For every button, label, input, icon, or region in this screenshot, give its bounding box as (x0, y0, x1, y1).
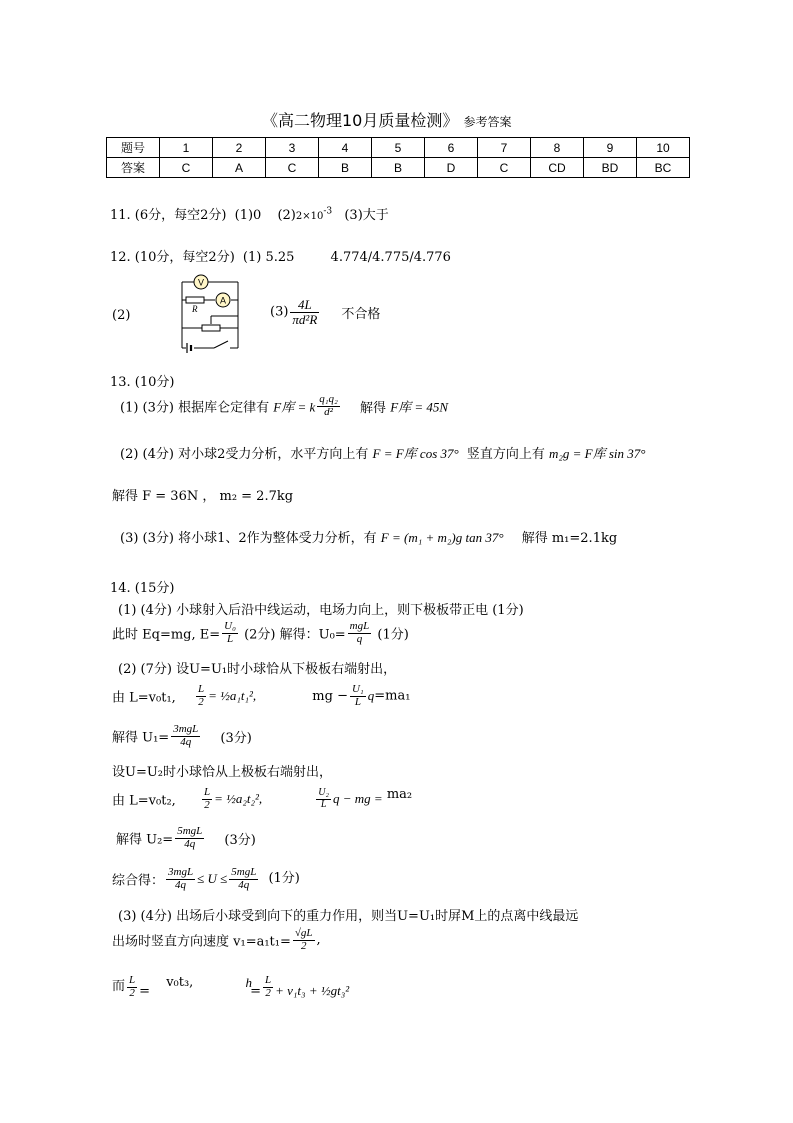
q14-line5-num: 3mgL (173, 723, 199, 735)
q14-line7-u-num: U₂ (318, 787, 329, 799)
title-main: 《高二物理10月质量检测》 (262, 111, 459, 130)
q14-line9-frac1 (166, 867, 195, 891)
q14-line5-frac (171, 724, 200, 748)
table-cell: C (160, 158, 213, 178)
q11-answer-2-exponent: -3 (323, 206, 333, 217)
table-cell: 2 (213, 138, 266, 158)
q14-line5-den: 4q (180, 735, 192, 748)
q14-line2-c: (1分) (377, 627, 409, 643)
q14-line8-num: 5mgL (177, 825, 203, 837)
q14-line9-frac2 (229, 867, 258, 891)
q14-line2-b: (2分) 解得：U₀= (244, 627, 346, 643)
table-cell: 9 (584, 138, 637, 158)
q13-part2-eq1: F = F库 cos 37° (372, 446, 459, 461)
ammeter-label: A (219, 295, 227, 306)
table-cell: 8 (531, 138, 584, 158)
table-cell: CD (531, 158, 584, 178)
q13-part3-lead: (3) (3分) 将小球1、2作为整体受力分析，有 (120, 531, 377, 546)
q14-line12-a: 而 (112, 979, 126, 994)
q13-part2-mid: 竖直方向上有 (466, 447, 545, 462)
q14-line8 (116, 826, 256, 850)
q13-part3-solve: 解得 (521, 531, 548, 546)
q14-line10: (3) (4分) 出场后小球受到向下的重力作用，则当U=U₁时屏M上的点离中线最远 (118, 909, 579, 924)
q14-line4-u-den: L (354, 695, 361, 708)
q14-line8-den: 4q (184, 837, 196, 850)
q14-line2-a: 此时 Eq=mg, E= (112, 627, 221, 643)
q14-line12 (112, 975, 349, 999)
q14-line9-b: (1分) (268, 871, 300, 886)
q14-line11-a: 出场时竖直方向速度 v₁=a₁t₁= (112, 934, 291, 950)
q14-line2-frac2-num: mgL (349, 620, 370, 632)
q14-line5-a: 解得 U₁= (112, 730, 170, 746)
q14-line9-den1: 4q (175, 878, 187, 891)
q14-line4-a: 由 L=v₀t₁, (112, 690, 176, 706)
q14-line4-minus: − (337, 688, 348, 704)
q14-line12-rhs: + v₁t₃ + ½gt₃² (275, 983, 350, 999)
q13-part1 (120, 394, 448, 418)
title-sub: 参考答案 (463, 115, 512, 129)
q11-answer-2-prefix: (2) (277, 208, 296, 223)
q13-part2 (120, 443, 646, 462)
table-cell: D (425, 158, 478, 178)
q14-line12-h: h (245, 975, 252, 990)
q11-answer-2: 2×10 (295, 211, 324, 222)
q14-line3: (2) (7分) 设U=U₁时小球恰从下极板右端射出， (118, 662, 397, 677)
frac-num: L (197, 683, 205, 695)
q14-line7-ufrac (316, 788, 331, 810)
q13-part2-result: 解得 F = 36N ， m₂ = 2.7kg (112, 489, 294, 504)
q12-formula-den: πd²R (292, 311, 318, 327)
q14-line11-num: √gL (294, 927, 313, 939)
table-cell: 3 (266, 138, 319, 158)
q14-line7 (112, 787, 412, 811)
frac-den: 2 (204, 798, 210, 811)
q14-line11-den: 2 (300, 939, 307, 952)
q14-line11-frac (293, 928, 315, 952)
q14-line4 (112, 684, 410, 708)
q14-line9-num2: 5mgL (231, 866, 257, 878)
table-header-cell: 答案 (107, 158, 160, 178)
q14-line9-num1: 3mgL (168, 866, 194, 878)
q13-part1-solve: 解得 (360, 400, 387, 416)
q14-line9-a: 综合得： (112, 873, 165, 889)
q14-line12-eq-sign2: = (250, 984, 261, 1000)
q14-line4-eq: = ½a₁t₁², (208, 688, 257, 704)
q14-line9-mid: ≤ U ≤ (197, 871, 228, 887)
q14-line12-mid: v₀t₃, (166, 975, 194, 990)
q11-answer-3: (3)大于 (344, 208, 389, 223)
q14-line7-u-den: L (320, 798, 327, 810)
q14-line2-frac1-den: L (226, 632, 234, 645)
q14-line6: 设U=U₂时小球恰从上极板右端射出， (112, 765, 333, 780)
table-cell: BC (637, 158, 690, 178)
table-row (107, 138, 690, 158)
q13-part3 (120, 527, 617, 546)
q12-verdict: 不合格 (341, 306, 381, 322)
table-cell: 4 (319, 138, 372, 158)
q14-line4-mg: mg (312, 688, 333, 704)
q13-head: 13. (10分) (110, 375, 175, 390)
q14-line9 (112, 867, 300, 891)
resistor-label: R (192, 304, 198, 314)
table-row (107, 158, 690, 178)
q14-line12-eq-sign: = (139, 984, 151, 1000)
q14-line7-ma: ma₂ (386, 787, 413, 802)
table-cell: 6 (425, 138, 478, 158)
frac-num: L (203, 786, 211, 798)
q14-line2-frac2-den: q (356, 632, 363, 645)
table-cell: BD (584, 158, 637, 178)
frac-den: 2 (129, 986, 135, 999)
q14-line9-den2: 4q (238, 878, 250, 891)
q13-part2-lead: (2) (4分) 对小球2受力分析，水平方向上有 (120, 447, 369, 462)
table-cell: B (319, 158, 372, 178)
q14-line8-a: 解得 U₂= (116, 832, 174, 848)
q14-line4-ufrac (350, 684, 366, 708)
table-cell: 5 (372, 138, 425, 158)
q12-part3-label: (3) (270, 304, 289, 320)
frac-num: L (129, 974, 136, 986)
q14-line2-frac1 (222, 621, 238, 645)
circuit-diagram (168, 268, 258, 358)
q14-line1: (1) (4分) 小球射入后沿中线运动，电场力向上，则下极板带正电 (1分) (118, 603, 524, 618)
q14-line12-frac1 (127, 975, 137, 999)
q14-line7-a: 由 L=v₀t₂, (112, 793, 176, 809)
q12-line (110, 246, 451, 265)
q13-part1-frac (317, 394, 340, 418)
q11-answer-1: (1)0 (234, 208, 262, 223)
q11-head: 11. (6分，每空2分) (110, 208, 227, 223)
q13-part2-eq2: m₂g = F库 sin 37° (549, 446, 646, 461)
q14-line7-frac (202, 787, 212, 811)
table-cell: C (266, 158, 319, 178)
q14-line4-ma: =ma₁ (374, 688, 411, 704)
q13-part3-result: m₁=2.1kg (551, 531, 618, 546)
q14-line4-q: q (367, 688, 375, 704)
q12-formula (290, 298, 319, 326)
q12-part3 (270, 298, 380, 326)
q14-line4-u-num: U₁ (351, 683, 364, 695)
q14-line11 (112, 928, 321, 952)
q14-line7-rest: q − mg = (332, 791, 383, 807)
q12-part2-label: (2) (112, 308, 131, 323)
frac-den: 2 (198, 695, 204, 708)
q14-line5-b: (3分) (220, 730, 252, 746)
q13-part1-result: F库 = 45N (390, 399, 449, 415)
table-cell: 7 (478, 138, 531, 158)
q14-line2-frac1-num: U₀ (224, 620, 236, 632)
table-cell: 10 (637, 138, 690, 158)
q14-line4-frac (196, 684, 206, 708)
q11-line (110, 204, 389, 223)
q12-answer-2: 4.774/4.775/4.776 (330, 250, 451, 265)
frac-den: 2 (265, 986, 271, 999)
q14-line8-b: (3分) (224, 832, 256, 848)
voltmeter-label: V (197, 277, 205, 288)
q13-part1-den: d² (324, 405, 333, 418)
q14-line12-frac2 (263, 975, 273, 999)
q12-answer-1: (1) 5.25 (242, 250, 295, 265)
q12-formula-num: 4L (290, 298, 319, 313)
q14-head: 14. (15分) (110, 581, 175, 596)
table-header-cell: 题号 (107, 138, 160, 158)
q14-line8-frac (175, 826, 204, 850)
q14-line5 (112, 724, 252, 748)
q14-line11-b: , (316, 932, 321, 948)
q12-head: 12. (10分，每空2分) (110, 250, 235, 265)
q13-part1-lead: (1) (3分) 根据库仑定律有 (120, 400, 270, 416)
q14-line7-eq: = ½a₂t₂², (214, 791, 263, 807)
table-cell: A (213, 158, 266, 178)
q13-part1-eq: F库 = k (273, 399, 316, 415)
q13-part3-eq: F = (m₁ + m₂)g tan 37° (380, 530, 504, 545)
q14-line2 (112, 621, 409, 645)
page-title (262, 108, 511, 131)
table-cell: B (372, 158, 425, 178)
table-cell: C (478, 158, 531, 178)
answer-table (106, 137, 690, 178)
q14-line2-frac2 (348, 621, 372, 645)
frac-num: L (265, 974, 272, 986)
table-cell: 1 (160, 138, 213, 158)
q13-part1-num: q₁q₂ (319, 393, 338, 405)
